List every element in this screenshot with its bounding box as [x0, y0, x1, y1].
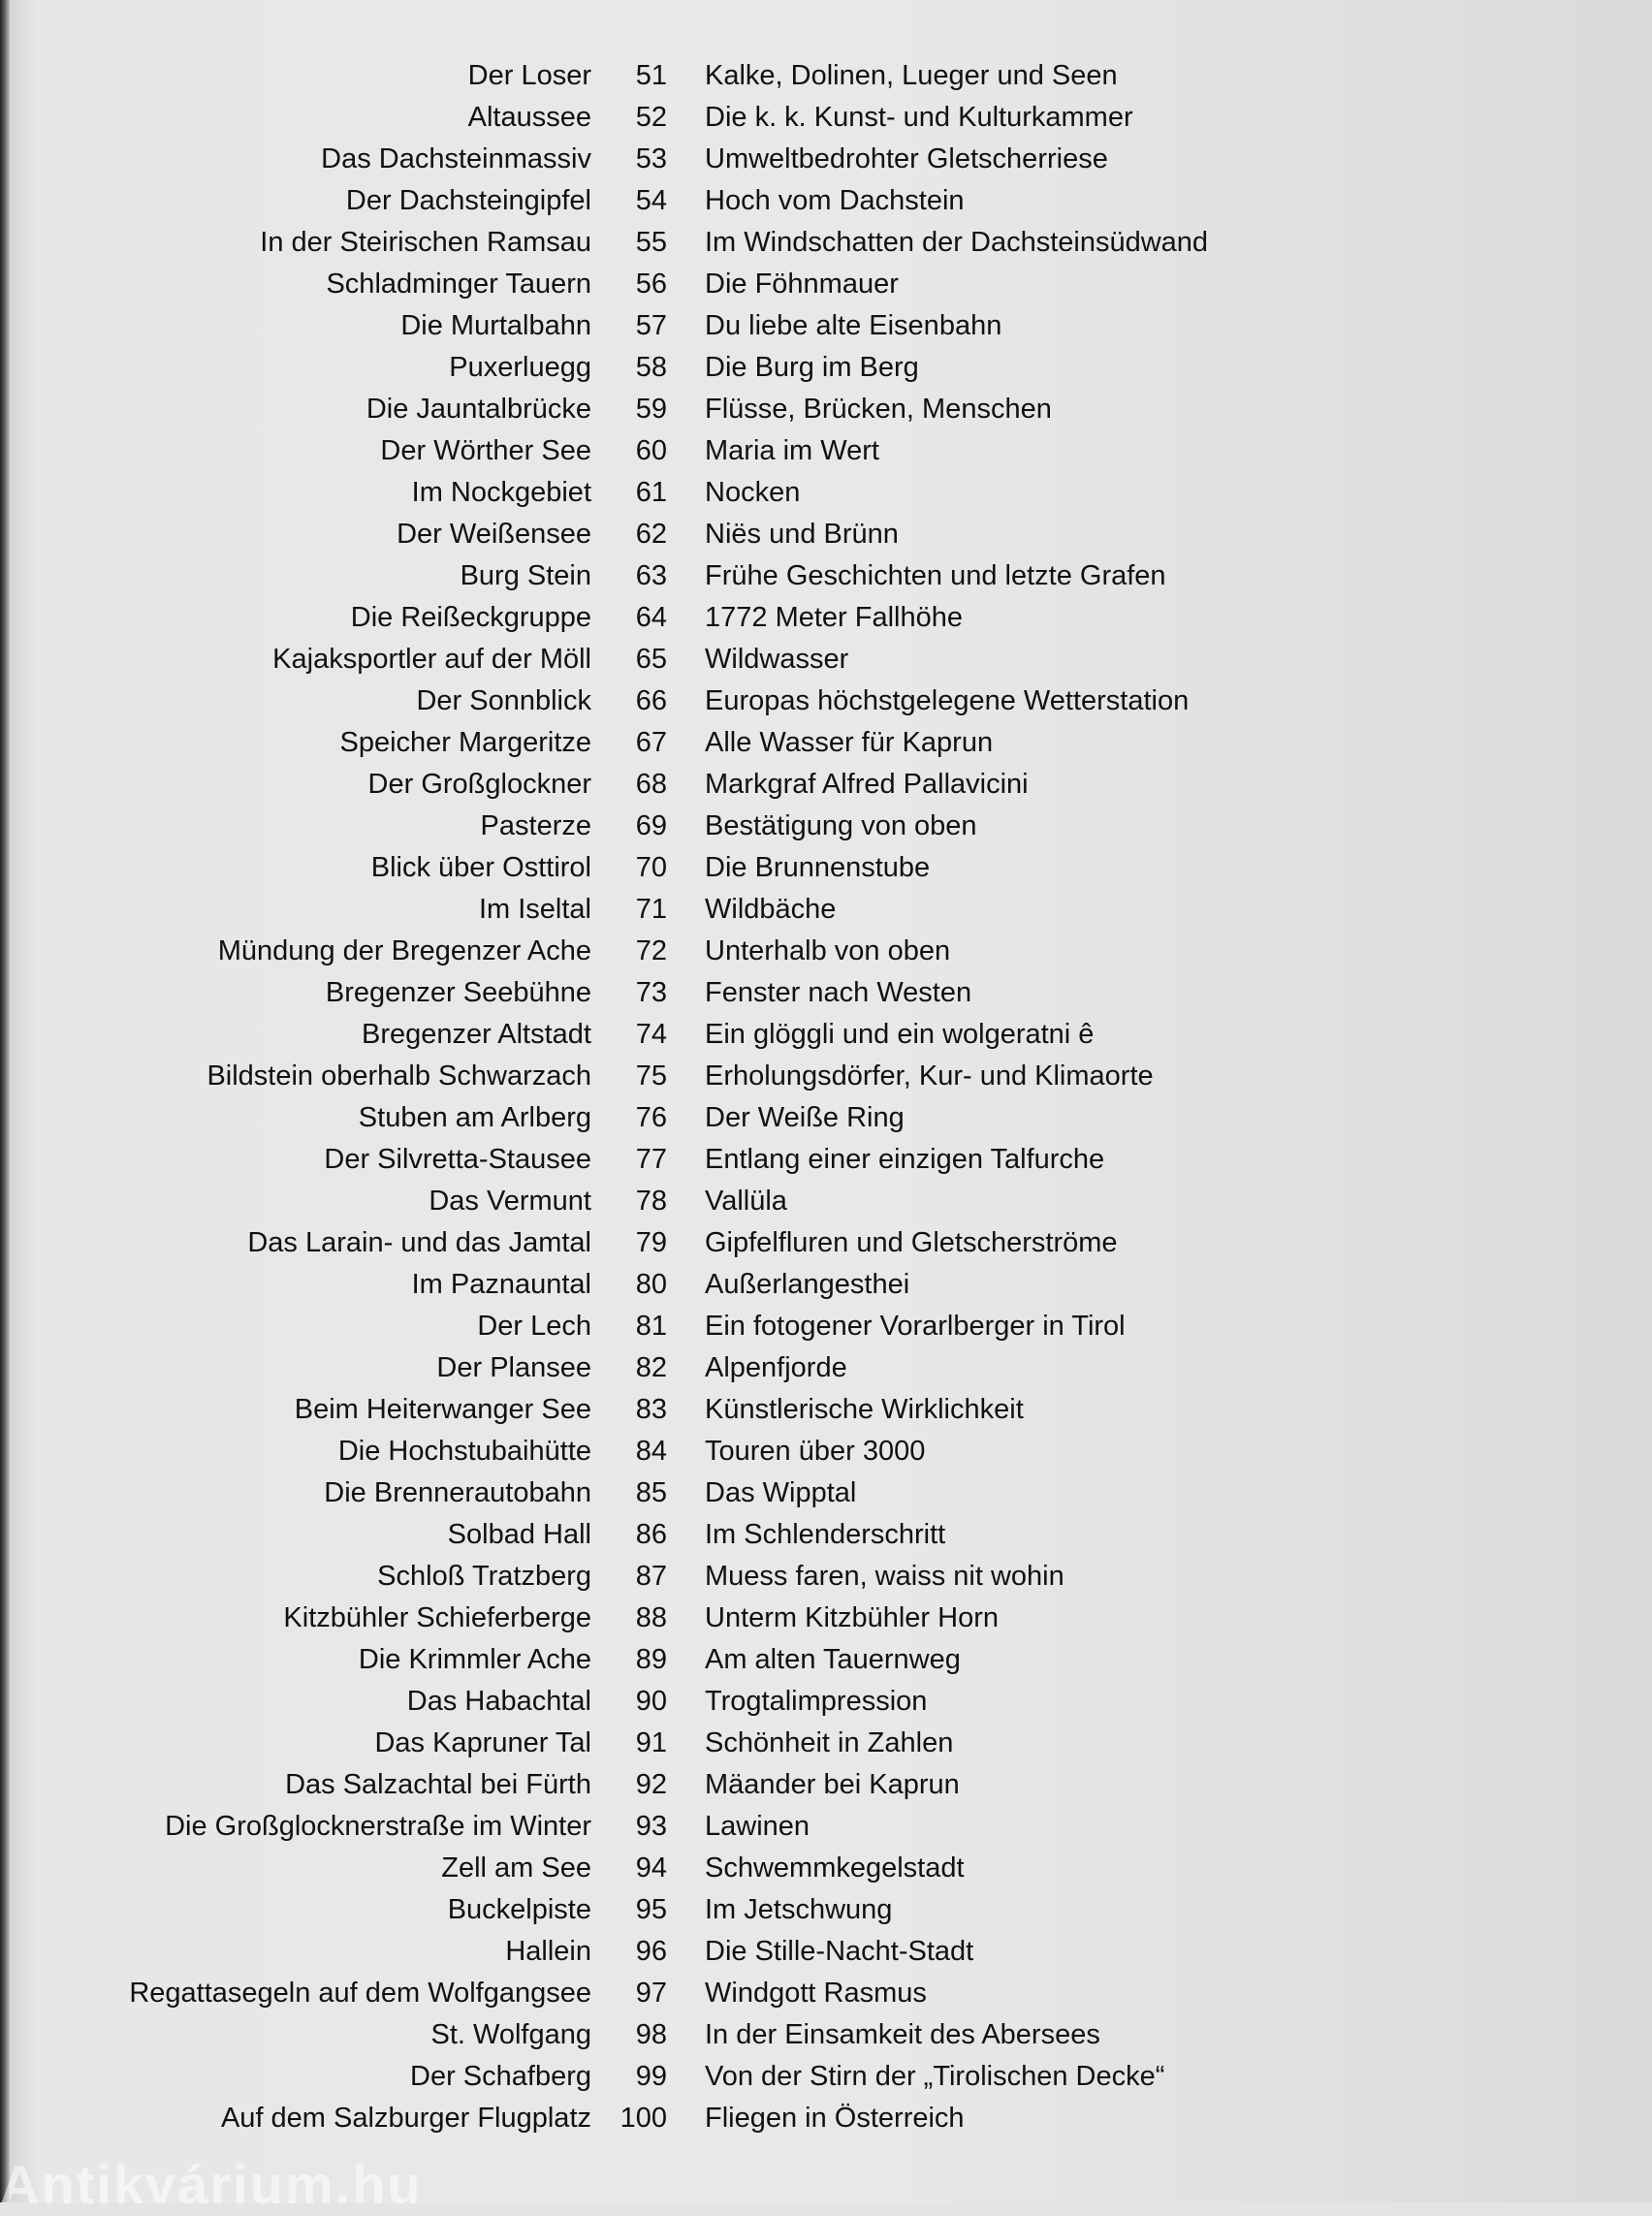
toc-title: Schloß Tratzberg: [377, 1561, 591, 1592]
toc-caption: Fliegen in Österreich: [705, 2103, 965, 2134]
toc-caption: Wildwasser: [705, 644, 849, 675]
toc-row: [0, 2014, 1652, 2056]
toc-page-number: 73: [635, 977, 667, 1008]
toc-page-number: 55: [635, 227, 667, 258]
toc-page-number: 85: [635, 1477, 667, 1508]
toc-caption: Umweltbedrohter Gletscherriese: [705, 143, 1108, 174]
toc-caption: Hoch vom Dachstein: [705, 185, 965, 216]
toc-row: [0, 1097, 1652, 1139]
toc-caption: Fenster nach Westen: [705, 977, 972, 1008]
toc-row: [0, 2098, 1652, 2139]
toc-title: Regattasegeln auf dem Wolfgangsee: [129, 1978, 591, 2009]
toc-page-number: 60: [635, 435, 667, 466]
toc-title: St. Wolfgang: [430, 2019, 591, 2050]
toc-page-number: 83: [635, 1394, 667, 1425]
toc-caption: Alle Wasser für Kaprun: [705, 727, 994, 758]
toc-title: Solbad Hall: [447, 1519, 591, 1550]
toc-caption: 1772 Meter Fallhöhe: [705, 602, 963, 633]
toc-page-number: 80: [635, 1269, 667, 1300]
toc-caption: Gipfelfluren und Gletscherströme: [705, 1227, 1118, 1258]
toc-row: [0, 1931, 1652, 1973]
toc-title: Hallein: [505, 1936, 591, 1967]
toc-page-number: 75: [635, 1061, 667, 1092]
toc-page-number: 77: [635, 1144, 667, 1175]
toc-page-number: 100: [620, 2103, 667, 2134]
toc-page-number: 92: [635, 1769, 667, 1800]
toc-page-number: 65: [635, 644, 667, 675]
toc-page-number: 93: [635, 1811, 667, 1842]
toc-row: [0, 347, 1652, 389]
toc-title: Die Jauntalbrücke: [365, 394, 591, 425]
toc-caption: Vallüla: [705, 1186, 787, 1217]
toc-title: Bregenzer Altstadt: [362, 1019, 591, 1050]
toc-title: Das Habachtal: [406, 1686, 591, 1717]
toc-page-number: 64: [635, 602, 667, 633]
toc-title: Kajaksportler auf der Möll: [272, 644, 591, 675]
toc-row: [0, 1973, 1652, 2014]
toc-title: Beim Heiterwanger See: [294, 1394, 591, 1425]
toc-caption: Ein fotogener Vorarlberger in Tirol: [705, 1311, 1126, 1342]
toc-caption: Kalke, Dolinen, Lueger und Seen: [705, 60, 1118, 91]
toc-title: Schladminger Tauern: [326, 269, 591, 300]
toc-page-number: 57: [635, 310, 667, 341]
toc-title: Pasterze: [480, 810, 591, 841]
toc-title: Kitzbühler Schieferberge: [283, 1602, 591, 1633]
toc-row: [0, 264, 1652, 305]
toc-caption: Im Schlenderschritt: [705, 1519, 946, 1550]
toc-caption: Europas höchstgelegene Wetterstation: [705, 685, 1190, 716]
toc-title: Burg Stein: [460, 560, 591, 591]
toc-caption: Wildbäche: [705, 894, 837, 925]
toc-row: [0, 597, 1652, 639]
toc-page-number: 68: [635, 769, 667, 800]
toc-page-number: 87: [635, 1561, 667, 1592]
toc-caption: Markgraf Alfred Pallavicini: [705, 769, 1029, 800]
toc-row: [0, 1347, 1652, 1389]
toc-title: Der Loser: [467, 60, 591, 91]
toc-row: [0, 389, 1652, 430]
toc-title: Die Hochstubaihütte: [337, 1436, 591, 1467]
toc-row: [0, 1598, 1652, 1639]
toc-caption: Schwemmkegelstadt: [705, 1852, 965, 1884]
toc-page-number: 66: [635, 685, 667, 716]
toc-caption: Erholungsdörfer, Kur- und Klimaorte: [705, 1061, 1154, 1092]
toc-title: In der Steirischen Ramsau: [260, 227, 591, 258]
toc-row: [0, 764, 1652, 806]
toc-title: Der Lech: [477, 1311, 591, 1342]
toc-page-number: 74: [635, 1019, 667, 1050]
toc-caption: Am alten Tauernweg: [705, 1644, 961, 1675]
toc-row: [0, 222, 1652, 264]
toc-caption: Die k. k. Kunst- und Kulturkammer: [705, 102, 1133, 133]
toc-title: Die Krimmler Ache: [358, 1644, 591, 1675]
toc-row: [0, 555, 1652, 597]
toc-caption: Unterhalb von oben: [705, 935, 951, 966]
toc-row: [0, 889, 1652, 931]
toc-title: Puxerluegg: [449, 352, 591, 383]
toc-title: Der Weißensee: [397, 519, 591, 550]
toc-title: Speicher Margeritze: [339, 727, 591, 758]
toc-page-number: 56: [635, 269, 667, 300]
toc-page-number: 51: [635, 60, 667, 91]
toc-page-number: 70: [635, 852, 667, 883]
toc-caption: Du liebe alte Eisenbahn: [705, 310, 1002, 341]
toc-page-number: 58: [635, 352, 667, 383]
toc-row: [0, 1056, 1652, 1097]
toc-caption: Touren über 3000: [705, 1436, 926, 1467]
toc-row: [0, 55, 1652, 97]
toc-title: Die Großglocknerstraße im Winter: [165, 1811, 591, 1842]
toc-page-number: 88: [635, 1602, 667, 1633]
toc-title: Stuben am Arlberg: [358, 1102, 591, 1133]
toc-page-number: 91: [635, 1727, 667, 1758]
toc-caption: Windgott Rasmus: [705, 1978, 927, 2009]
toc-page-number: 96: [635, 1936, 667, 1967]
toc-row: [0, 1389, 1652, 1431]
toc-title: Das Dachsteinmassiv: [321, 143, 591, 174]
toc-page-number: 72: [635, 935, 667, 966]
toc-caption: Die Stille-Nacht-Stadt: [705, 1936, 974, 1967]
toc-title: Blick über Osttirol: [370, 852, 591, 883]
toc-page-number: 54: [635, 185, 667, 216]
toc-row: [0, 1514, 1652, 1556]
toc-caption: Muess faren, waiss nit wohin: [705, 1561, 1064, 1592]
toc-row: [0, 1848, 1652, 1889]
toc-title: Der Wörther See: [380, 435, 591, 466]
toc-page-number: 69: [635, 810, 667, 841]
toc-title: Der Dachsteingipfel: [345, 185, 591, 216]
toc-row: [0, 514, 1652, 555]
toc-title: Die Reißeckgruppe: [350, 602, 591, 633]
toc-caption: Mäander bei Kaprun: [705, 1769, 960, 1800]
toc-caption: Die Burg im Berg: [705, 352, 919, 383]
toc-page-number: 95: [635, 1894, 667, 1925]
toc-page-number: 67: [635, 727, 667, 758]
toc-page-number: 84: [635, 1436, 667, 1467]
toc-row: [0, 1681, 1652, 1723]
table-of-contents: [0, 55, 1652, 2139]
toc-caption: Bestätigung von oben: [705, 810, 977, 841]
toc-caption: Flüsse, Brücken, Menschen: [705, 394, 1052, 425]
toc-page-number: 99: [635, 2061, 667, 2092]
toc-row: [0, 1139, 1652, 1181]
toc-caption: Trogtalimpression: [705, 1686, 928, 1717]
toc-row: [0, 1764, 1652, 1806]
toc-title: Buckelpiste: [447, 1894, 591, 1925]
toc-row: [0, 1639, 1652, 1681]
toc-caption: Der Weiße Ring: [705, 1102, 905, 1133]
toc-title: Der Silvretta-Stausee: [324, 1144, 591, 1175]
toc-page-number: 62: [635, 519, 667, 550]
toc-title: Bregenzer Seebühne: [325, 977, 591, 1008]
toc-page-number: 98: [635, 2019, 667, 2050]
toc-caption: Ein glöggli und ein wolgeratni ê: [705, 1019, 1095, 1050]
toc-page-number: 52: [635, 102, 667, 133]
toc-row: [0, 472, 1652, 514]
toc-title: Mündung der Bregenzer Ache: [217, 935, 591, 966]
toc-page-number: 97: [635, 1978, 667, 2009]
toc-caption: Unterm Kitzbühler Horn: [705, 1602, 999, 1633]
toc-title: Im Paznauntal: [411, 1269, 591, 1300]
toc-title: Die Brennerautobahn: [324, 1477, 591, 1508]
toc-caption: Die Brunnenstube: [705, 852, 931, 883]
toc-caption: Frühe Geschichten und letzte Grafen: [705, 560, 1166, 591]
toc-title: Zell am See: [441, 1852, 591, 1884]
toc-row: [0, 681, 1652, 722]
toc-caption: Die Föhnmauer: [705, 269, 899, 300]
toc-title: Der Sonnblick: [416, 685, 591, 716]
toc-page-number: 90: [635, 1686, 667, 1717]
toc-row: [0, 97, 1652, 139]
toc-page-number: 89: [635, 1644, 667, 1675]
toc-caption: Entlang einer einzigen Talfurche: [705, 1144, 1105, 1175]
toc-page-number: 59: [635, 394, 667, 425]
toc-caption: Künstlerische Wirklichkeit: [705, 1394, 1024, 1425]
toc-title: Der Großglockner: [367, 769, 591, 800]
toc-caption: Das Wipptal: [705, 1477, 857, 1508]
toc-row: [0, 1014, 1652, 1056]
toc-page-number: 86: [635, 1519, 667, 1550]
toc-caption: Im Jetschwung: [705, 1894, 893, 1925]
toc-title: Das Kapruner Tal: [374, 1727, 591, 1758]
toc-title: Auf dem Salzburger Flugplatz: [220, 2103, 591, 2134]
toc-caption: Im Windschatten der Dachsteinsüdwand: [705, 227, 1209, 258]
toc-row: [0, 639, 1652, 681]
toc-page-number: 71: [635, 894, 667, 925]
toc-row: [0, 847, 1652, 889]
toc-row: [0, 931, 1652, 972]
toc-row: [0, 430, 1652, 472]
toc-page-number: 81: [635, 1311, 667, 1342]
toc-caption: Niës und Brünn: [705, 519, 899, 550]
toc-row: [0, 305, 1652, 347]
toc-row: [0, 1431, 1652, 1472]
toc-row: [0, 2056, 1652, 2098]
toc-caption: Nocken: [705, 477, 801, 508]
toc-page-number: 61: [635, 477, 667, 508]
toc-row: [0, 139, 1652, 180]
toc-title: Das Larain- und das Jamtal: [247, 1227, 591, 1258]
toc-title: Im Nockgebiet: [411, 477, 591, 508]
toc-row: [0, 972, 1652, 1014]
toc-title: Das Vermunt: [429, 1186, 591, 1217]
toc-page-number: 94: [635, 1852, 667, 1884]
toc-caption: Außerlangesthei: [705, 1269, 910, 1300]
toc-row: [0, 1222, 1652, 1264]
toc-title: Die Murtalbahn: [400, 310, 591, 341]
toc-page-number: 79: [635, 1227, 667, 1258]
toc-row: [0, 1472, 1652, 1514]
toc-page-number: 76: [635, 1102, 667, 1133]
toc-caption: Von der Stirn der „Tirolischen Decke“: [705, 2061, 1165, 2092]
toc-page-number: 63: [635, 560, 667, 591]
toc-caption: Alpenfjorde: [705, 1352, 847, 1383]
toc-row: [0, 722, 1652, 764]
toc-row: [0, 1806, 1652, 1848]
toc-caption: Schönheit in Zahlen: [705, 1727, 954, 1758]
toc-title: Der Plansee: [436, 1352, 591, 1383]
toc-page-number: 53: [635, 143, 667, 174]
toc-row: [0, 1181, 1652, 1222]
toc-caption: Lawinen: [705, 1811, 810, 1842]
toc-row: [0, 1723, 1652, 1764]
toc-title: Im Iseltal: [478, 894, 591, 925]
toc-title: Bildstein oberhalb Schwarzach: [206, 1061, 591, 1092]
toc-row: [0, 180, 1652, 222]
toc-title: Der Schafberg: [410, 2061, 591, 2092]
toc-row: [0, 806, 1652, 847]
toc-title: Altaussee: [467, 102, 591, 133]
toc-title: Das Salzachtal bei Fürth: [285, 1769, 591, 1800]
watermark: Antikvárium.hu: [0, 2154, 423, 2215]
toc-row: [0, 1264, 1652, 1306]
toc-row: [0, 1556, 1652, 1598]
toc-page-number: 78: [635, 1186, 667, 1217]
toc-row: [0, 1889, 1652, 1931]
toc-row: [0, 1306, 1652, 1347]
toc-page-number: 82: [635, 1352, 667, 1383]
toc-caption: Maria im Wert: [705, 435, 879, 466]
toc-caption: In der Einsamkeit des Abersees: [705, 2019, 1100, 2050]
